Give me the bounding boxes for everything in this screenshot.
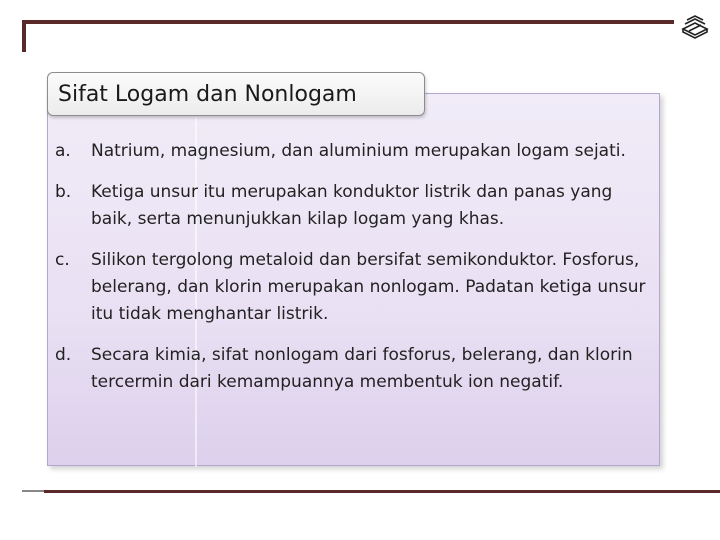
list-item-text: Natrium, magnesium, dan aluminium merupakan logam sejati.: [91, 141, 626, 161]
bottom-rule-stub: [22, 490, 44, 492]
list-marker: a.: [55, 141, 71, 161]
bottom-rule: [44, 490, 720, 493]
list-marker: b.: [55, 182, 72, 202]
slide-title: Sifat Logam dan Nonlogam: [58, 82, 357, 107]
list-item-text: Secara kimia, sifat nonlogam dari fosforus, belerang, dan klorin tercermin dari kemampuannya membentuk ion negatif.: [91, 345, 633, 392]
property-list: [55, 138, 655, 410]
books-icon: [680, 12, 710, 40]
list-item-text: Ketiga unsur itu merupakan konduktor listrik dan panas yang baik, serta menunjukkan kilap logam yang khas.: [91, 182, 613, 229]
list-item: [55, 179, 655, 233]
list-item: [55, 342, 655, 396]
list-item: [55, 138, 655, 165]
top-rule-end: [22, 20, 26, 52]
list-marker: d.: [55, 345, 72, 365]
list-item-text: Silikon tergolong metaloid dan bersifat semikonduktor. Fosforus, belerang, dan klorin merupakan nonlogam. Padatan ketiga unsur itu tidak menghantar listrik.: [91, 250, 646, 324]
list-item: [55, 247, 655, 328]
top-rule: [22, 20, 674, 24]
list-marker: c.: [55, 250, 70, 270]
